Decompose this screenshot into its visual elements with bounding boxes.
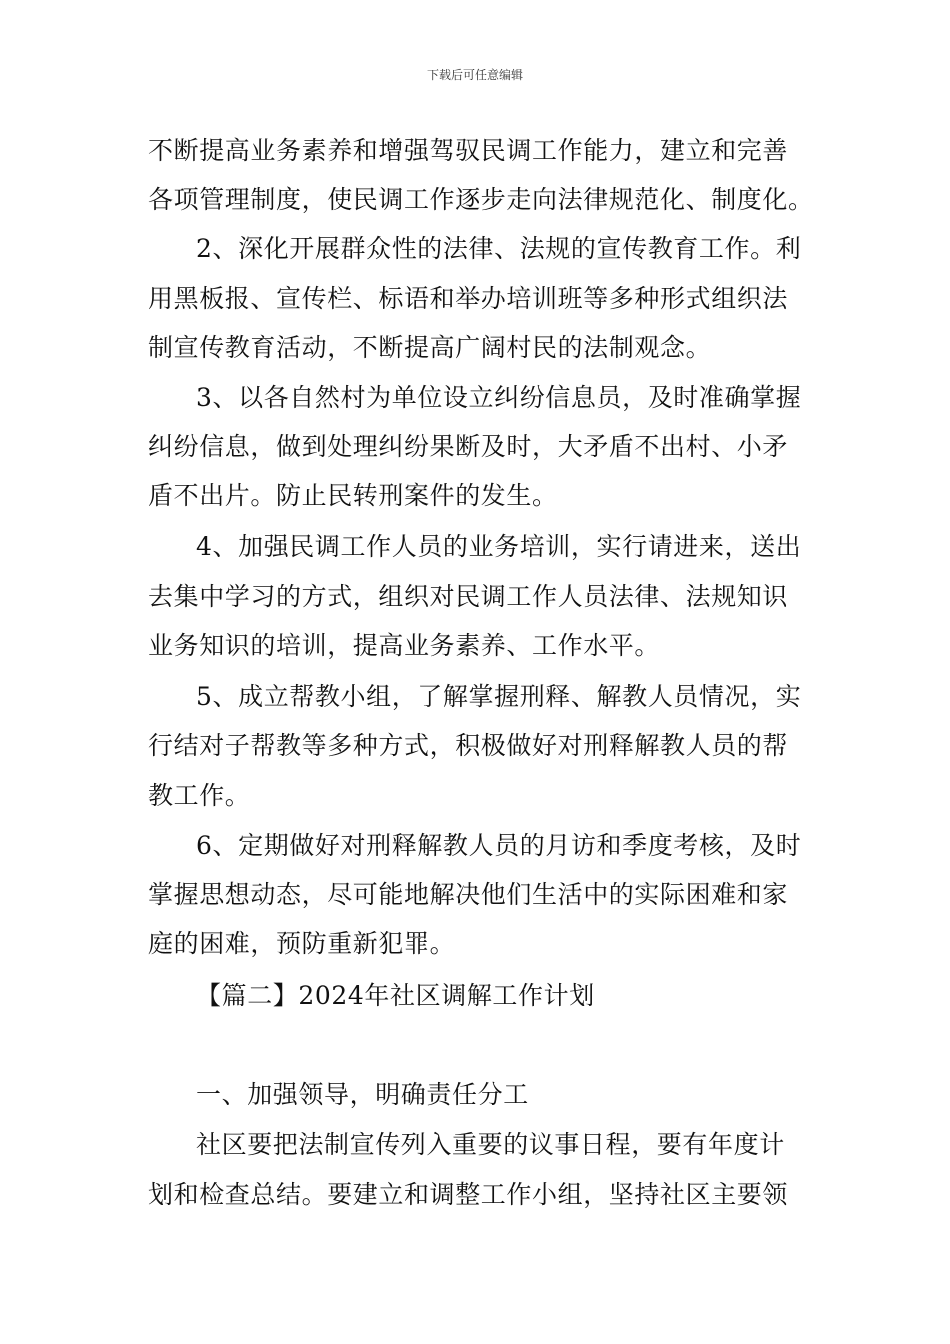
body-line: 纠纷信息，做到处理纠纷果断及时，大矛盾不出村、小矛 bbox=[148, 432, 789, 461]
body-line: 行结对子帮教等多种方式，积极做好对刑释解教人员的帮 bbox=[148, 731, 789, 760]
body-line: 划和检查总结。要建立和调整工作小组，坚持社区主要领 bbox=[148, 1180, 789, 1209]
body-line: 庭的困难，预防重新犯罪。 bbox=[148, 929, 456, 958]
body-line: 社区要把法制宣传列入重要的议事日程，要有年度计 bbox=[196, 1130, 785, 1159]
body-line: 盾不出片。防止民转刑案件的发生。 bbox=[148, 481, 558, 510]
body-line: 各项管理制度，使民调工作逐步走向法律规范化、制度化。 bbox=[148, 185, 814, 214]
body-line: 3、以各自然村为单位设立纠纷信息员，及时准确掌握 bbox=[196, 383, 802, 412]
body-line: 5、成立帮教小组，了解掌握刑释、解教人员情况，实 bbox=[196, 682, 802, 711]
section-heading: 一、加强领导，明确责任分工 bbox=[196, 1080, 529, 1109]
body-line: 不断提高业务素养和增强驾驭民调工作能力，建立和完善 bbox=[148, 136, 789, 165]
body-line: 用黑板报、宣传栏、标语和举办培训班等多种形式组织法 bbox=[148, 284, 789, 313]
body-line: 6、定期做好对刑释解教人员的月访和季度考核，及时 bbox=[196, 831, 802, 860]
body-line: 制宣传教育活动，不断提高广阔村民的法制观念。 bbox=[148, 333, 712, 362]
body-line: 掌握思想动态，尽可能地解决他们生活中的实际困难和家 bbox=[148, 880, 789, 909]
body-line: 2、深化开展群众性的法律、法规的宣传教育工作。利 bbox=[196, 234, 802, 263]
section-title: 【篇二】2024年社区调解工作计划 bbox=[196, 981, 595, 1010]
body-line: 教工作。 bbox=[148, 781, 251, 810]
body-line: 4、加强民调工作人员的业务培训，实行请进来，送出 bbox=[196, 532, 802, 561]
body-line: 去集中学习的方式，组织对民调工作人员法律、法规知识 bbox=[148, 582, 789, 611]
body-line: 业务知识的培训，提高业务素养、工作水平。 bbox=[148, 631, 661, 660]
page-header: 下载后可任意编辑 bbox=[426, 68, 523, 82]
